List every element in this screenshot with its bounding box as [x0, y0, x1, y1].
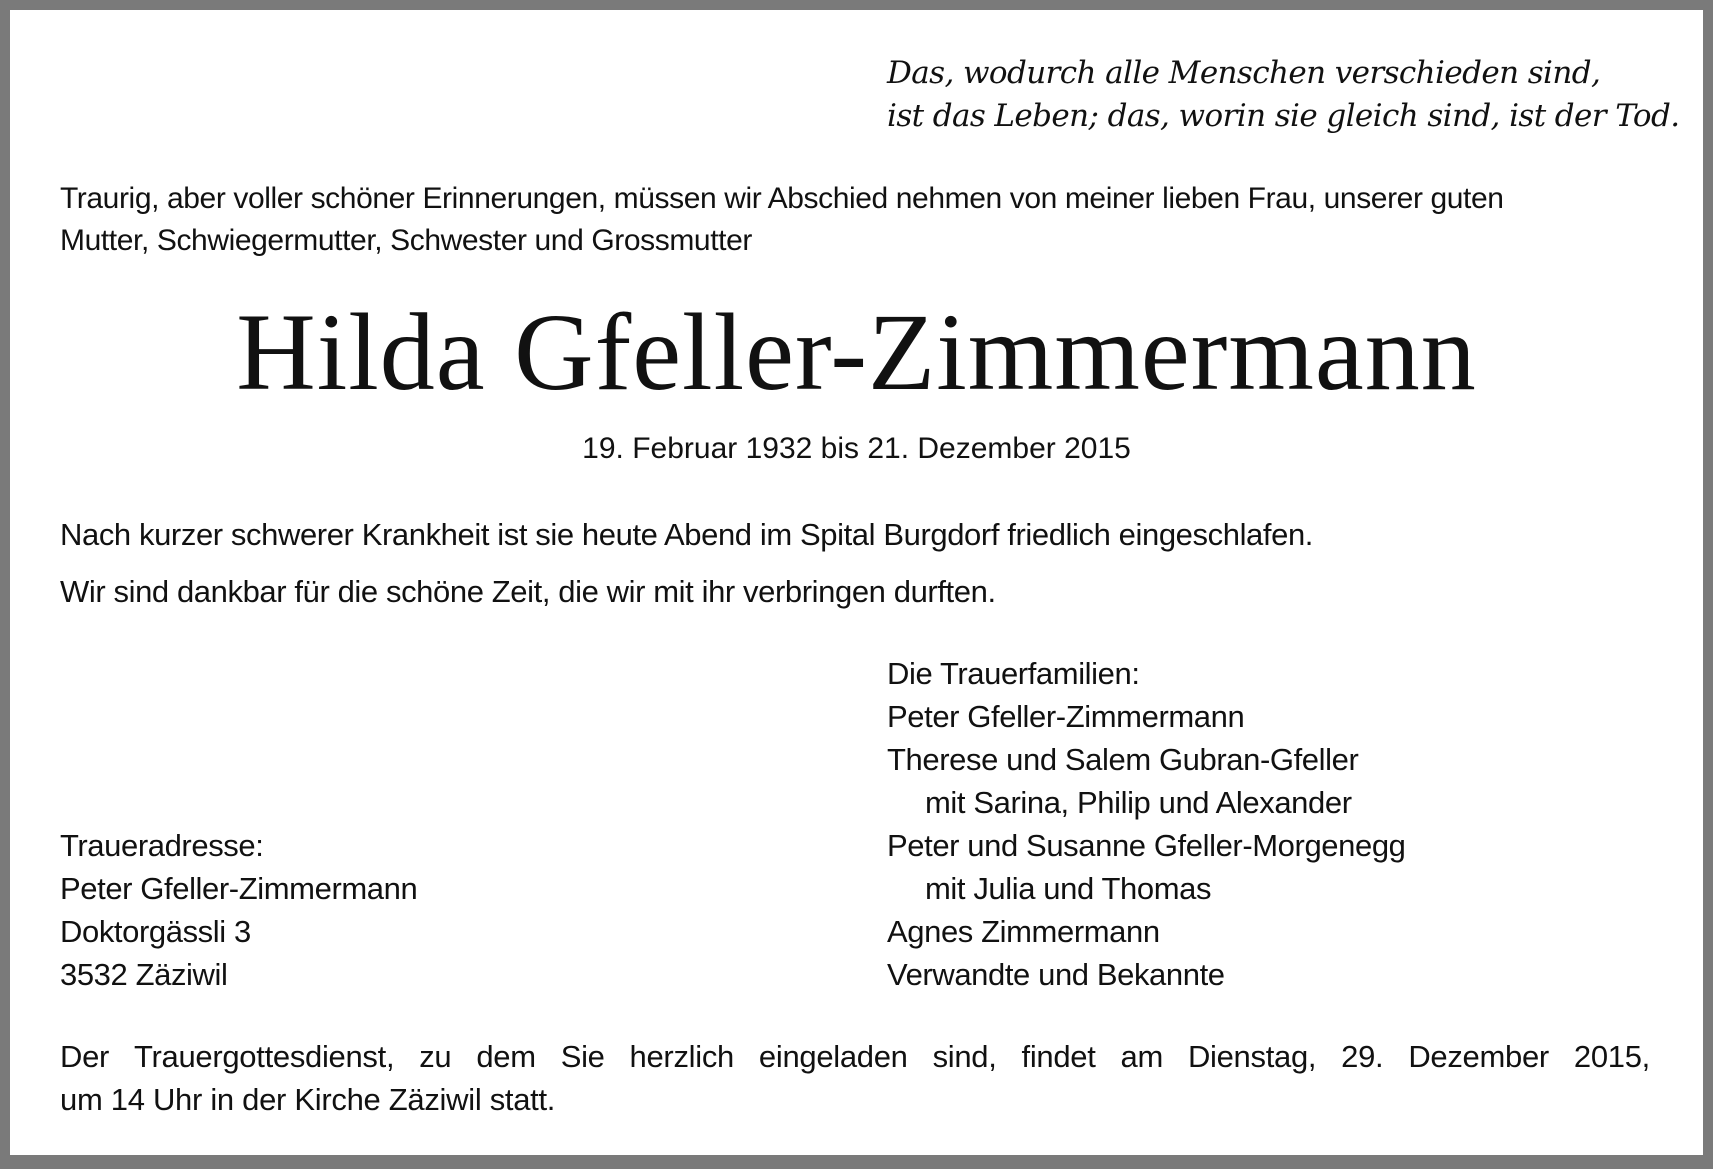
family-entry: Verwandte und Bekannte: [887, 957, 1225, 992]
address-heading: Traueradresse:: [60, 828, 264, 863]
service-word: Sie: [560, 1039, 605, 1074]
service-word: findet: [1021, 1039, 1096, 1074]
service-word: Dienstag,: [1187, 1039, 1317, 1074]
funeral-service-info: [60, 1035, 1650, 1121]
family-entry: mit Julia und Thomas: [925, 871, 1212, 906]
family-entry: Therese und Salem Gubran-Gfeller: [887, 742, 1359, 777]
families-heading: Die Trauerfamilien:: [887, 656, 1140, 691]
family-entry: Agnes Zimmermann: [887, 914, 1160, 949]
motto-line-1: Das, wodurch alle Menschen verschieden sind,: [887, 55, 1601, 91]
service-line-1: [60, 1035, 1650, 1078]
life-dates: 19. Februar 1932 bis 21. Dezember 2015: [582, 432, 1131, 465]
service-word: dem: [476, 1039, 536, 1074]
address-city: 3532 Zäziwil: [60, 957, 228, 992]
service-word: sind,: [932, 1039, 997, 1074]
message-line-1: Nach kurzer schwerer Krankheit ist sie heute Abend im Spital Burgdorf friedlich eingeschlafen.: [60, 517, 1314, 552]
service-word: herzlich: [629, 1039, 734, 1074]
intro-line-1: Traurig, aber voller schöner Erinnerungen, müssen wir Abschied nehmen von meiner lieben Frau, unserer guten: [60, 182, 1504, 215]
address-street: Doktorgässli 3: [60, 914, 251, 949]
message-line-2: Wir sind dankbar für die schöne Zeit, die wir mit ihr verbringen durften.: [60, 574, 996, 609]
motto-quote: [887, 52, 1680, 138]
service-word: 29.: [1341, 1039, 1384, 1074]
service-word: Dezember: [1408, 1039, 1549, 1074]
intro-line-2: Mutter, Schwiegermutter, Schwester und Grossmutter: [60, 224, 752, 257]
service-word: am: [1120, 1039, 1163, 1074]
mourning-address: [60, 824, 417, 996]
family-entry: Peter Gfeller-Zimmermann: [887, 699, 1245, 734]
family-entry: Peter und Susanne Gfeller-Morgenegg: [887, 828, 1406, 863]
motto-line-2: ist das Leben; das, worin sie gleich sind, ist der Tod.: [887, 98, 1680, 134]
service-word: 2015,: [1573, 1039, 1650, 1074]
service-word: Trauergottesdienst,: [134, 1039, 395, 1074]
obituary-notice: [10, 10, 1703, 1155]
family-entry: mit Sarina, Philip und Alexander: [925, 785, 1352, 820]
address-name: Peter Gfeller-Zimmermann: [60, 871, 418, 906]
mourning-families: [887, 652, 1406, 996]
intro-text: [60, 178, 1660, 262]
service-line-2: um 14 Uhr in der Kirche Zäziwil statt.: [60, 1082, 556, 1117]
deceased-name: Hilda Gfeller-Zimmermann: [236, 291, 1477, 413]
service-word: zu: [419, 1039, 452, 1074]
service-word: Der: [60, 1039, 110, 1074]
service-word: eingeladen: [758, 1039, 908, 1074]
